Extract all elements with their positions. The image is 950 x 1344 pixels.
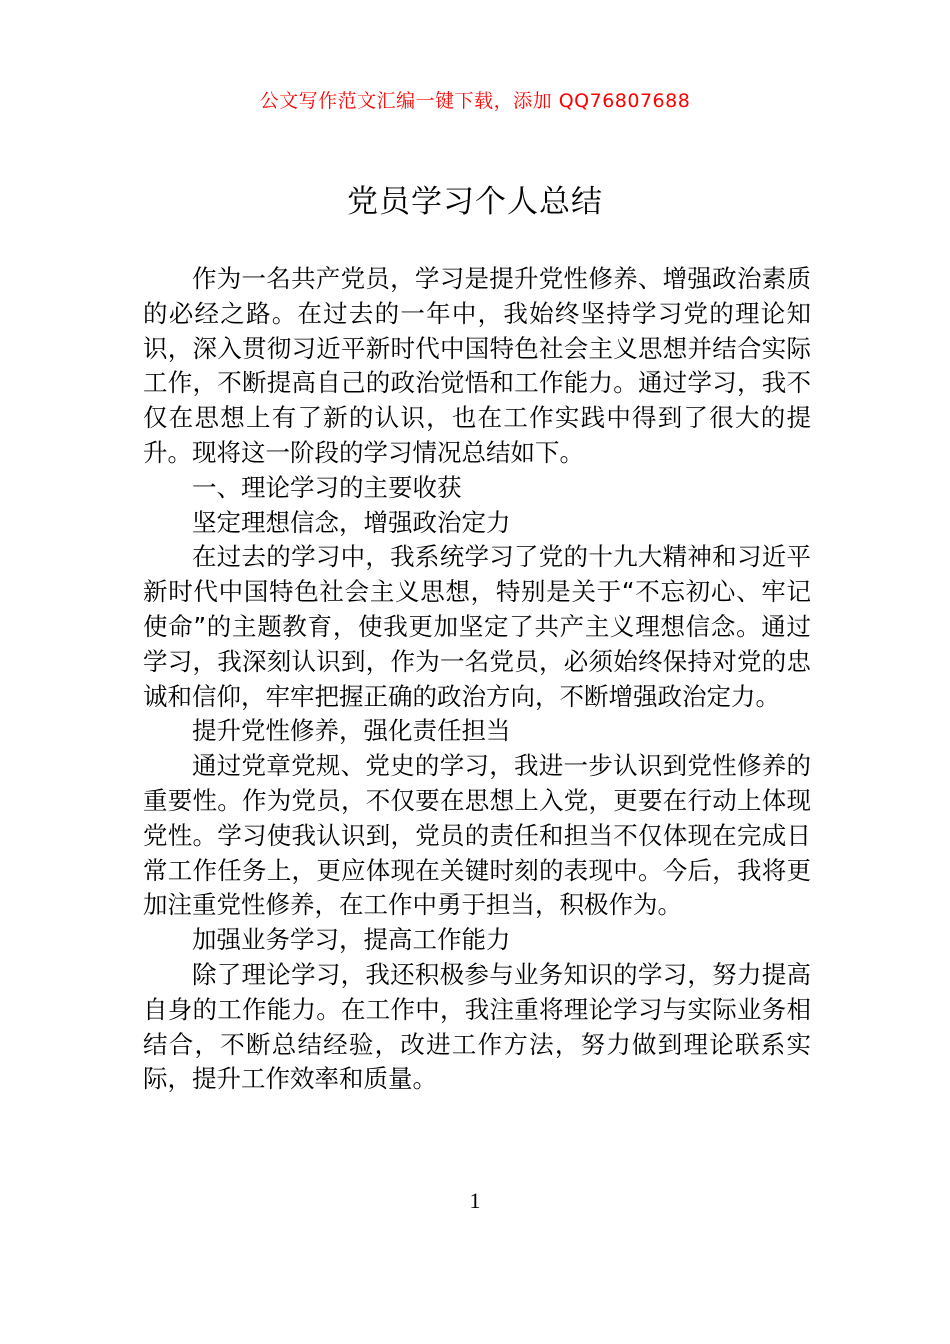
download-notice: 公文写作范文汇编一键下载，添加 QQ76807688 bbox=[259, 90, 691, 112]
page-number: 1 bbox=[469, 1188, 481, 1213]
subheading: 提升党性修养，强化责任担当 bbox=[192, 716, 511, 746]
section-heading: 一、理论学习的主要收获 bbox=[192, 472, 462, 502]
body-paragraph: 除了理论学习，我还积极参与业务知识的学习，努力提高自身的工作能力。在工作中，我注重将理论学习与实际业务相结合，不断总结经验，改进工作方法，努力做到理论联系实际，提升工作效率和质量。 bbox=[143, 959, 811, 1094]
document-title: 党员学习个人总结 bbox=[347, 184, 603, 220]
subheading: 坚定理想信念，增强政治定力 bbox=[192, 507, 511, 537]
document-body bbox=[143, 262, 811, 1097]
intro-paragraph: 作为一名共产党员，学习是提升党性修养、增强政治素质的必经之路。在过去的一年中，我始终坚持学习党的理论知识，深入贯彻习近平新时代中国特色社会主义思想并结合实际工作，不断提高自己的政治觉悟和工作能力。通过学习，我不仅在思想上有了新的认识，也在工作实践中得到了很大的提升。现将这一阶段的学习情况总结如下。 bbox=[143, 264, 811, 467]
body-paragraph: 在过去的学习中，我系统学习了党的十九大精神和习近平新时代中国特色社会主义思想，特别是关于“不忘初心、牢记使命”的主题教育，使我更加坚定了共产主义理想信念。通过学习，我深刻认识到，作为一名党员，必须始终保持对党的忠诚和信仰，牢牢把握正确的政治方向，不断增强政治定力。 bbox=[143, 542, 811, 711]
subheading: 加强业务学习，提高工作能力 bbox=[192, 925, 511, 955]
body-paragraph: 通过党章党规、党史的学习，我进一步认识到党性修养的重要性。作为党员，不仅要在思想上入党，更要在行动上体现党性。学习使我认识到，党员的责任和担当不仅体现在完成日常工作任务上，更应体现在关键时刻的表现中。今后，我将更加注重党性修养，在工作中勇于担当，积极作为。 bbox=[143, 751, 811, 920]
